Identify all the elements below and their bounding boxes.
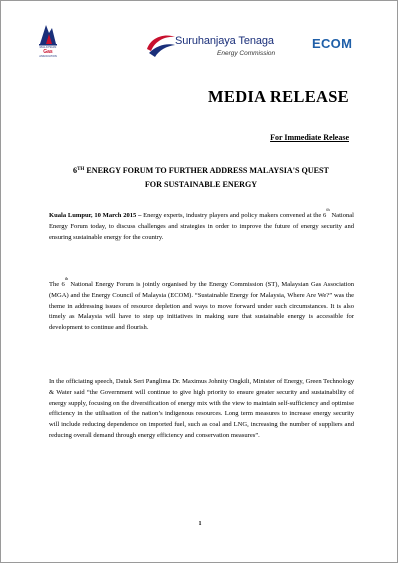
headline-line1: ENERGY FORUM TO FURTHER ADDRESS MALAYSIA'S QUEST <box>84 166 329 175</box>
mga-flame-icon <box>23 19 73 47</box>
mga-logo-line2: Gas <box>43 49 53 55</box>
headline-line2: FOR SUSTAINABLE ENERGY <box>144 180 258 189</box>
mga-logo-line1: MALAYSIAN <box>39 45 57 49</box>
paragraph-2-sup: th <box>64 276 69 281</box>
page-title: MEDIA RELEASE <box>208 87 349 106</box>
mga-logo-line3: ASSOCIATION <box>39 55 57 58</box>
paragraph-1-sup: th <box>326 207 330 212</box>
ecom-logo: ECOM <box>312 36 353 51</box>
paragraph-3-text: In the officiating speech, Datuk Seri Panglima Dr. Maximus Johnity Ongkili, Minister of Energy, Green Technology & Water said “the Government will continue to give high priority to ensure greater security and sustainability of energy supply, focusing on the diversification of energy mix with the view to maintain self-sufficiency and optimise efficiency in the utilisation of the nation’s indigenous resources. Long term measures to increase energy security will include reducing dependence on imported fuel, such as coal and LNG, increasing the number of suppliers and reducing overall demand through energy efficiency and conservation measures”. <box>49 378 354 439</box>
paragraph-2 <box>49 276 354 334</box>
swoosh-icon <box>143 31 177 61</box>
page-number: 1 <box>198 521 202 527</box>
energy-commission-logo <box>143 31 283 67</box>
paragraph-1-text-b: National Energy Forum today, to discuss challenges and strategies in order to improve the future of energy security and ensuring sustainable energy for the country. <box>49 212 354 241</box>
paragraph-3 <box>49 377 354 442</box>
dateline: Kuala Lumpur, 10 March 2015 – <box>49 212 142 219</box>
headline-number: 6 <box>73 166 78 175</box>
mga-logo <box>23 19 73 63</box>
paragraph-1-text-a: Energy experts, industry players and policy makers convened at the 6 <box>141 212 327 219</box>
release-note: For Immediate Release <box>270 133 349 142</box>
headline-sup: TH <box>77 167 85 172</box>
st-logo-subtitle: Energy Commission <box>217 50 276 57</box>
paragraph-1 <box>49 207 354 243</box>
st-logo-name: Suruhanjaya Tenaga <box>175 35 274 47</box>
headline <box>41 164 361 192</box>
paragraph-2-text-b: National Energy Forum is jointly organised by the Energy Commission (ST), Malaysian Gas Association (MGA) and the Energy Council of Malaysia (ECOM). “Sustainable Energy for Malaysia, Where Are We?” was the theme in addressing issues of resource depletion and ways to move forward under such circumstances. It is also timely as Malaysia will have to step up initiatives in making sure that sustainable energy is accessible for development to continue and flourish. <box>49 281 354 332</box>
paragraph-2-text-a: The 6 <box>49 281 65 288</box>
